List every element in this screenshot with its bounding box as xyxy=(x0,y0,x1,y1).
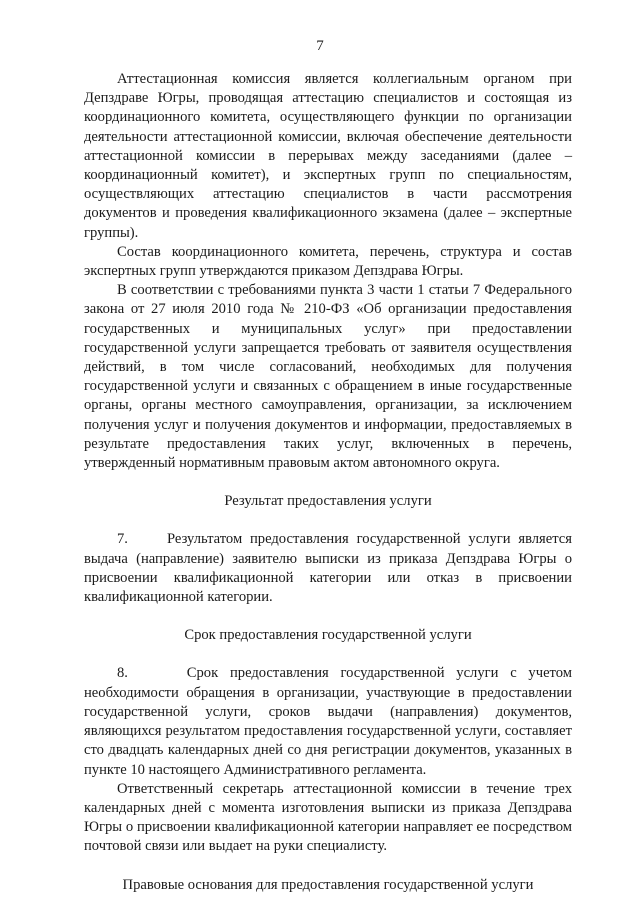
paragraph-item-7: 7. Результатом предоставления государственной услуги является выдача (направление) заявителю выписки из приказа Депздрава Югры о присвоении квалификационной категории или отказ в присвоении квалификационной категории. xyxy=(84,531,576,606)
paragraph-committee-composition: Состав координационного комитета, перечень, структура и состав экспертных групп утверждаются приказом Депздрава Югры. xyxy=(84,243,572,280)
page-number: 7 xyxy=(316,38,324,54)
heading-service-term: Срок предоставления государственной услуги xyxy=(184,627,472,644)
paragraph-attestation-commission: Аттестационная комиссия является коллегиальным органом при Депздраве Югры, проводящая аттестацию специалистов и состоящая из координационного комитета, осуществляющего функции по организации деятельности аттестационной комиссии, включая обеспечение деятельности аттестационной комиссии в перерывах между заседаниями (далее – координационный комитет), и экспертных групп по специальностям, осуществляющих аттестацию специалистов в части рассмотрения документов и проведения квалификационного экзамена (далее – экспертные группы). xyxy=(84,71,572,241)
heading-service-result: Результат предоставления услуги xyxy=(224,493,432,510)
paragraph-item-8: 8. Срок предоставления государственной услуги с учетом необходимости обращения в организации, участвующие в предоставлении государственной услуги, сроков выдачи (направления) документов, являющихся результатом предоставления государственной услуги, составляет сто двадцать календарных дней со дня регистрации документов, указанных в пункте 10 настоящего Административного регламента. xyxy=(84,665,576,778)
paragraph-federal-law-requirements: В соответствии с требованиями пункта 3 части 1 статьи 7 Федерального закона от 27 июля 2010 года № 210-ФЗ «Об организации предоставления государственных и муниципальных услуг» при предоставлении государственной услуги запрещается требовать от заявителя осуществления действий, в том числе согласований, необходимых для получения государственной услуги и связанных с обращением в иные государственные органы, органы местного самоуправления, организации, за исключением получения услуг и получения документов и информации, предоставляемых в результате предоставления таких услуг, включенных в перечень, утвержденный нормативным правовым актом автономного округа. xyxy=(84,282,572,472)
document-body xyxy=(84,70,576,895)
paragraph-secretary-duties: Ответственный секретарь аттестационной комиссии в течение трех календарных дней с момента изготовления выписки из приказа Депздрава Югры о присвоении квалификационной категории направляет ее посредством почтовой связи или выдает на руки специалисту. xyxy=(84,780,572,855)
heading-legal-grounds: Правовые основания для предоставления государственной услуги xyxy=(122,876,534,893)
